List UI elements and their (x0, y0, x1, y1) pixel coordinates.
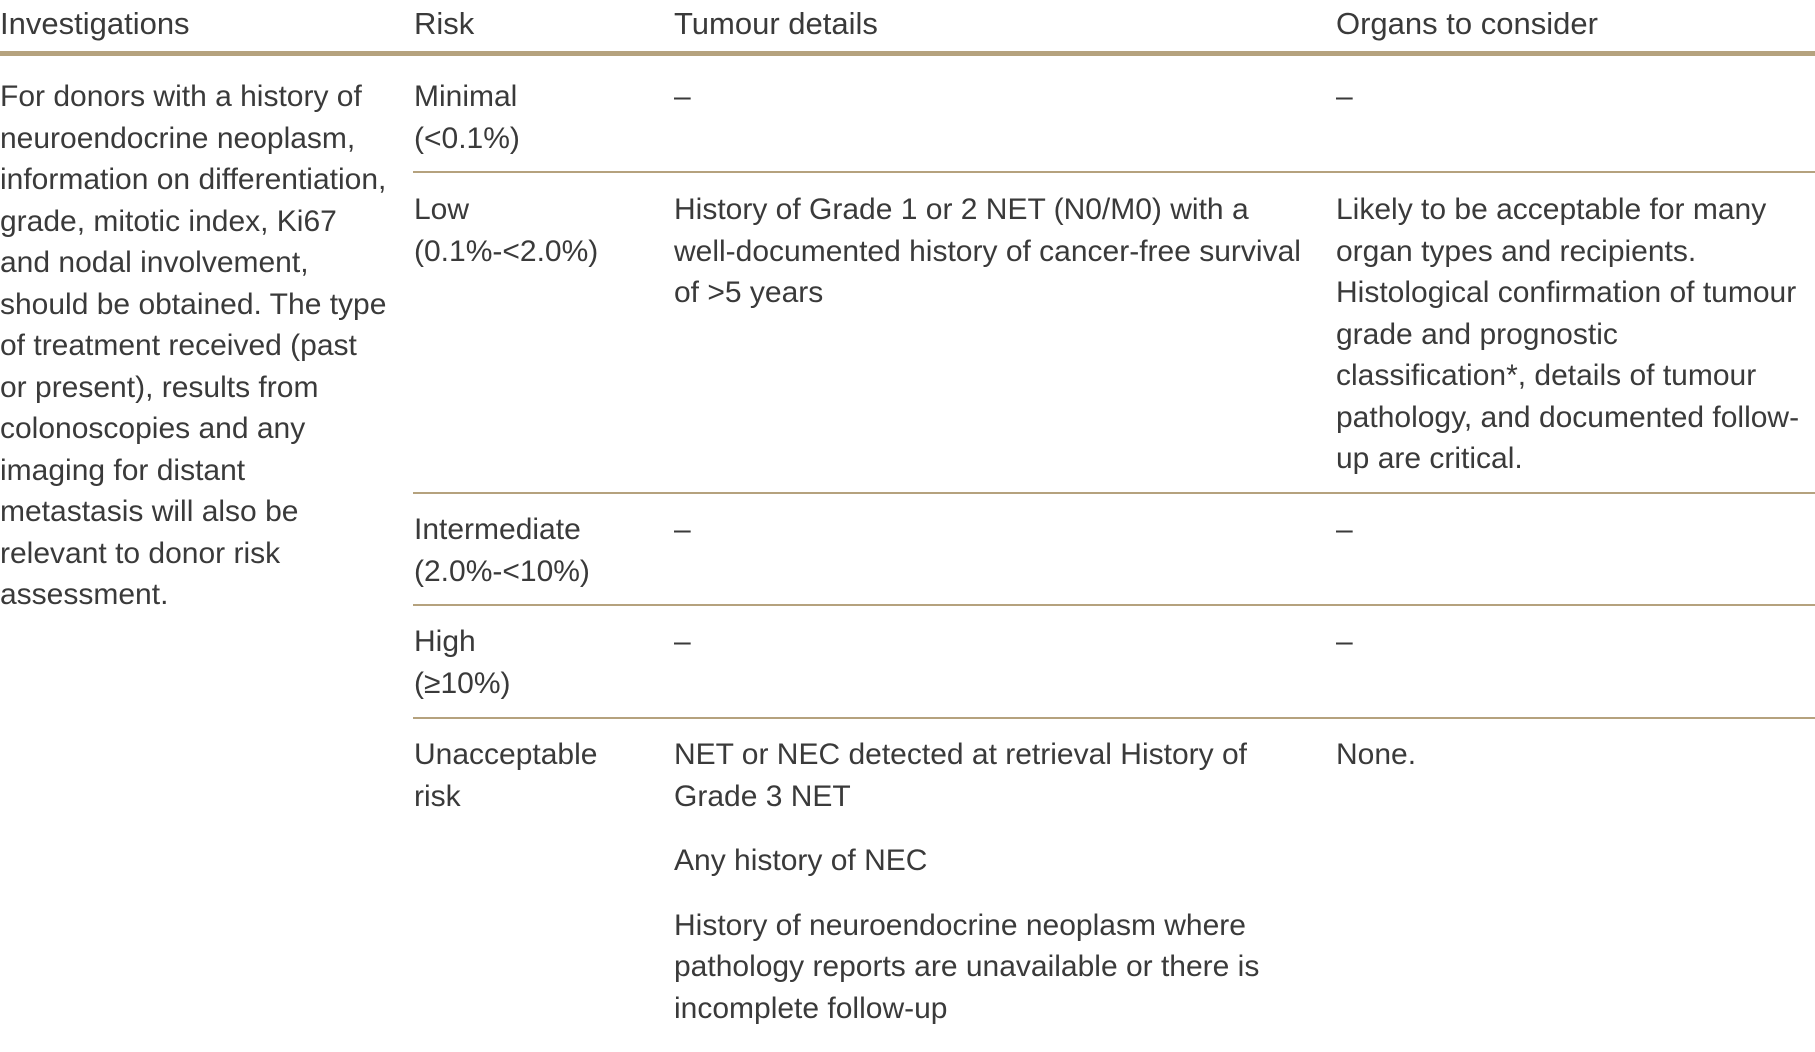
row-divider (413, 717, 1815, 719)
tumour-low: History of Grade 1 or 2 NET (N0/M0) with a well-documented history of cancer-free survival of >5 years (674, 193, 1301, 309)
risk-intermediate (414, 509, 674, 592)
risk-range: (<0.1%) (414, 121, 520, 155)
tumour-paragraph: NET or NEC detected at retrieval History of Grade 3 NET (674, 738, 1247, 813)
organs-unacceptable: None. (1336, 738, 1417, 771)
organs-intermediate: – (1336, 513, 1353, 546)
tumour-intermediate: – (674, 513, 691, 546)
table-header (0, 0, 1815, 56)
organs-low: Likely to be acceptable for many organ types and recipients. Histological confirmation of tumour grade and prognostic classification*, details of tumour pathology, and documented follow-up are critical. (1336, 193, 1800, 475)
header-organs: Organs to consider (1336, 6, 1598, 41)
risk-unacceptable (414, 734, 674, 817)
risk-label: Minimal (414, 80, 518, 113)
header-tumour-details: Tumour details (674, 6, 878, 41)
tumour-paragraph: Any history of NEC (674, 844, 928, 877)
risk-label: High (414, 625, 476, 658)
risk-low (414, 189, 674, 272)
investigations-text: For donors with a history of neuroendocrine neoplasm, information on differentiation, grade, mitotic index, Ki67 and nodal involvement, should be obtained. The type of treatment received (past or present), results from colonoscopies and any imaging for distant metastasis will also be relevant to donor risk assessment. (0, 80, 387, 611)
header-investigations: Investigations (0, 6, 190, 41)
row-divider (413, 171, 1815, 173)
tumour-minimal: – (674, 80, 691, 113)
risk-range: risk (414, 779, 461, 813)
risk-range: (0.1%-<2.0%) (414, 234, 599, 268)
row-divider (413, 604, 1815, 606)
tumour-unacceptable (674, 734, 1304, 1052)
risk-label: Unacceptable (414, 738, 598, 771)
risk-range: (2.0%-<10%) (414, 554, 590, 588)
organs-high: – (1336, 625, 1353, 658)
tumour-high: – (674, 625, 691, 658)
row-divider (413, 492, 1815, 494)
risk-label: Intermediate (414, 513, 581, 546)
risk-minimal (414, 76, 674, 159)
risk-range: (≥10%) (414, 666, 511, 700)
risk-label: Low (414, 193, 470, 226)
risk-high (414, 621, 674, 704)
organs-minimal: – (1336, 80, 1353, 113)
tumour-paragraph: History of neuroendocrine neoplasm where pathology reports are unavailable or there is incomplete follow-up (674, 908, 1260, 1025)
header-risk: Risk (414, 6, 475, 41)
